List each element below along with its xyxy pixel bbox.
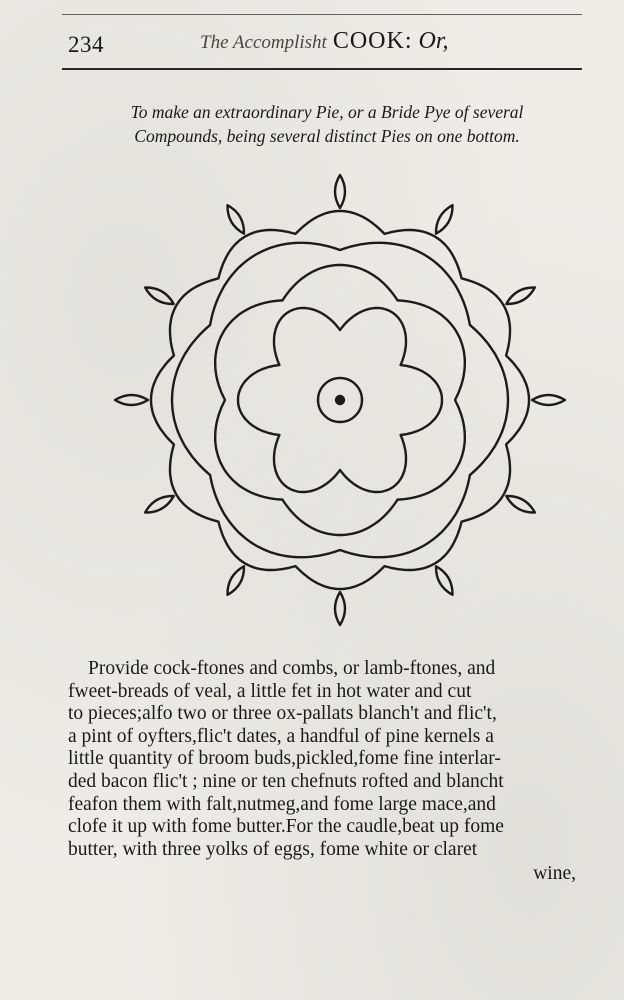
diamond-ornament: [506, 287, 535, 304]
diamond-ornament: [335, 592, 345, 625]
body-line: ded bacon flic't ; nine or ten chefnuts rofted and blancht: [68, 770, 504, 792]
body-line: feafon them with falt,nutmeg,and fome large mace,and: [68, 793, 496, 815]
diamond-ornament: [145, 287, 174, 304]
diamond-ornament: [145, 496, 174, 513]
centre-dot: [336, 396, 344, 404]
running-head: [200, 28, 449, 55]
diamond-ornament: [506, 496, 535, 513]
recipe-title: [62, 100, 592, 148]
pie-plan-diagram: [100, 155, 580, 635]
page-number: 234: [68, 32, 104, 57]
diamond-ornament: [436, 205, 453, 234]
body-line: clofe it up with fome butter.For the caudle,beat up fome: [68, 816, 504, 838]
diamond-ornament: [532, 395, 565, 405]
diamond-ornament: [227, 566, 244, 595]
recipe-body: [68, 658, 588, 861]
body-line: fweet-breads of veal, a little fet in hot water and cut: [68, 680, 472, 702]
top-rule: [62, 14, 582, 15]
recipe-title-line: Compounds, being several distinct Pies on one bottom.: [134, 126, 520, 146]
body-line: a pint of oyfters,flic't dates, a handful of pine kernels a: [68, 725, 494, 747]
diamond-ornament: [115, 395, 148, 405]
diamond-ornament: [227, 205, 244, 234]
body-line: butter, with three yolks of eggs, fome white or claret: [68, 838, 478, 860]
diamond-ornament: [436, 566, 453, 595]
header-rule: [62, 68, 582, 70]
running-head-tail: Or,: [418, 28, 449, 54]
running-head-caps: COOK:: [332, 28, 413, 54]
recipe-title-line: To make an extraordinary Pie, or a Bride Pye of several: [130, 102, 524, 122]
body-line: little quantity of broom buds,pickled,fome fine interlar-: [68, 748, 501, 770]
body-line: to pieces;alfo two or three ox-pallats blanch't and flic't,: [68, 703, 497, 725]
running-head-italic: The Accomplisht: [200, 32, 327, 53]
diamond-ornament: [335, 175, 345, 208]
catchword: wine,: [533, 863, 576, 884]
body-line: Provide cock-ftones and combs, or lamb-ftones, and: [88, 658, 496, 679]
